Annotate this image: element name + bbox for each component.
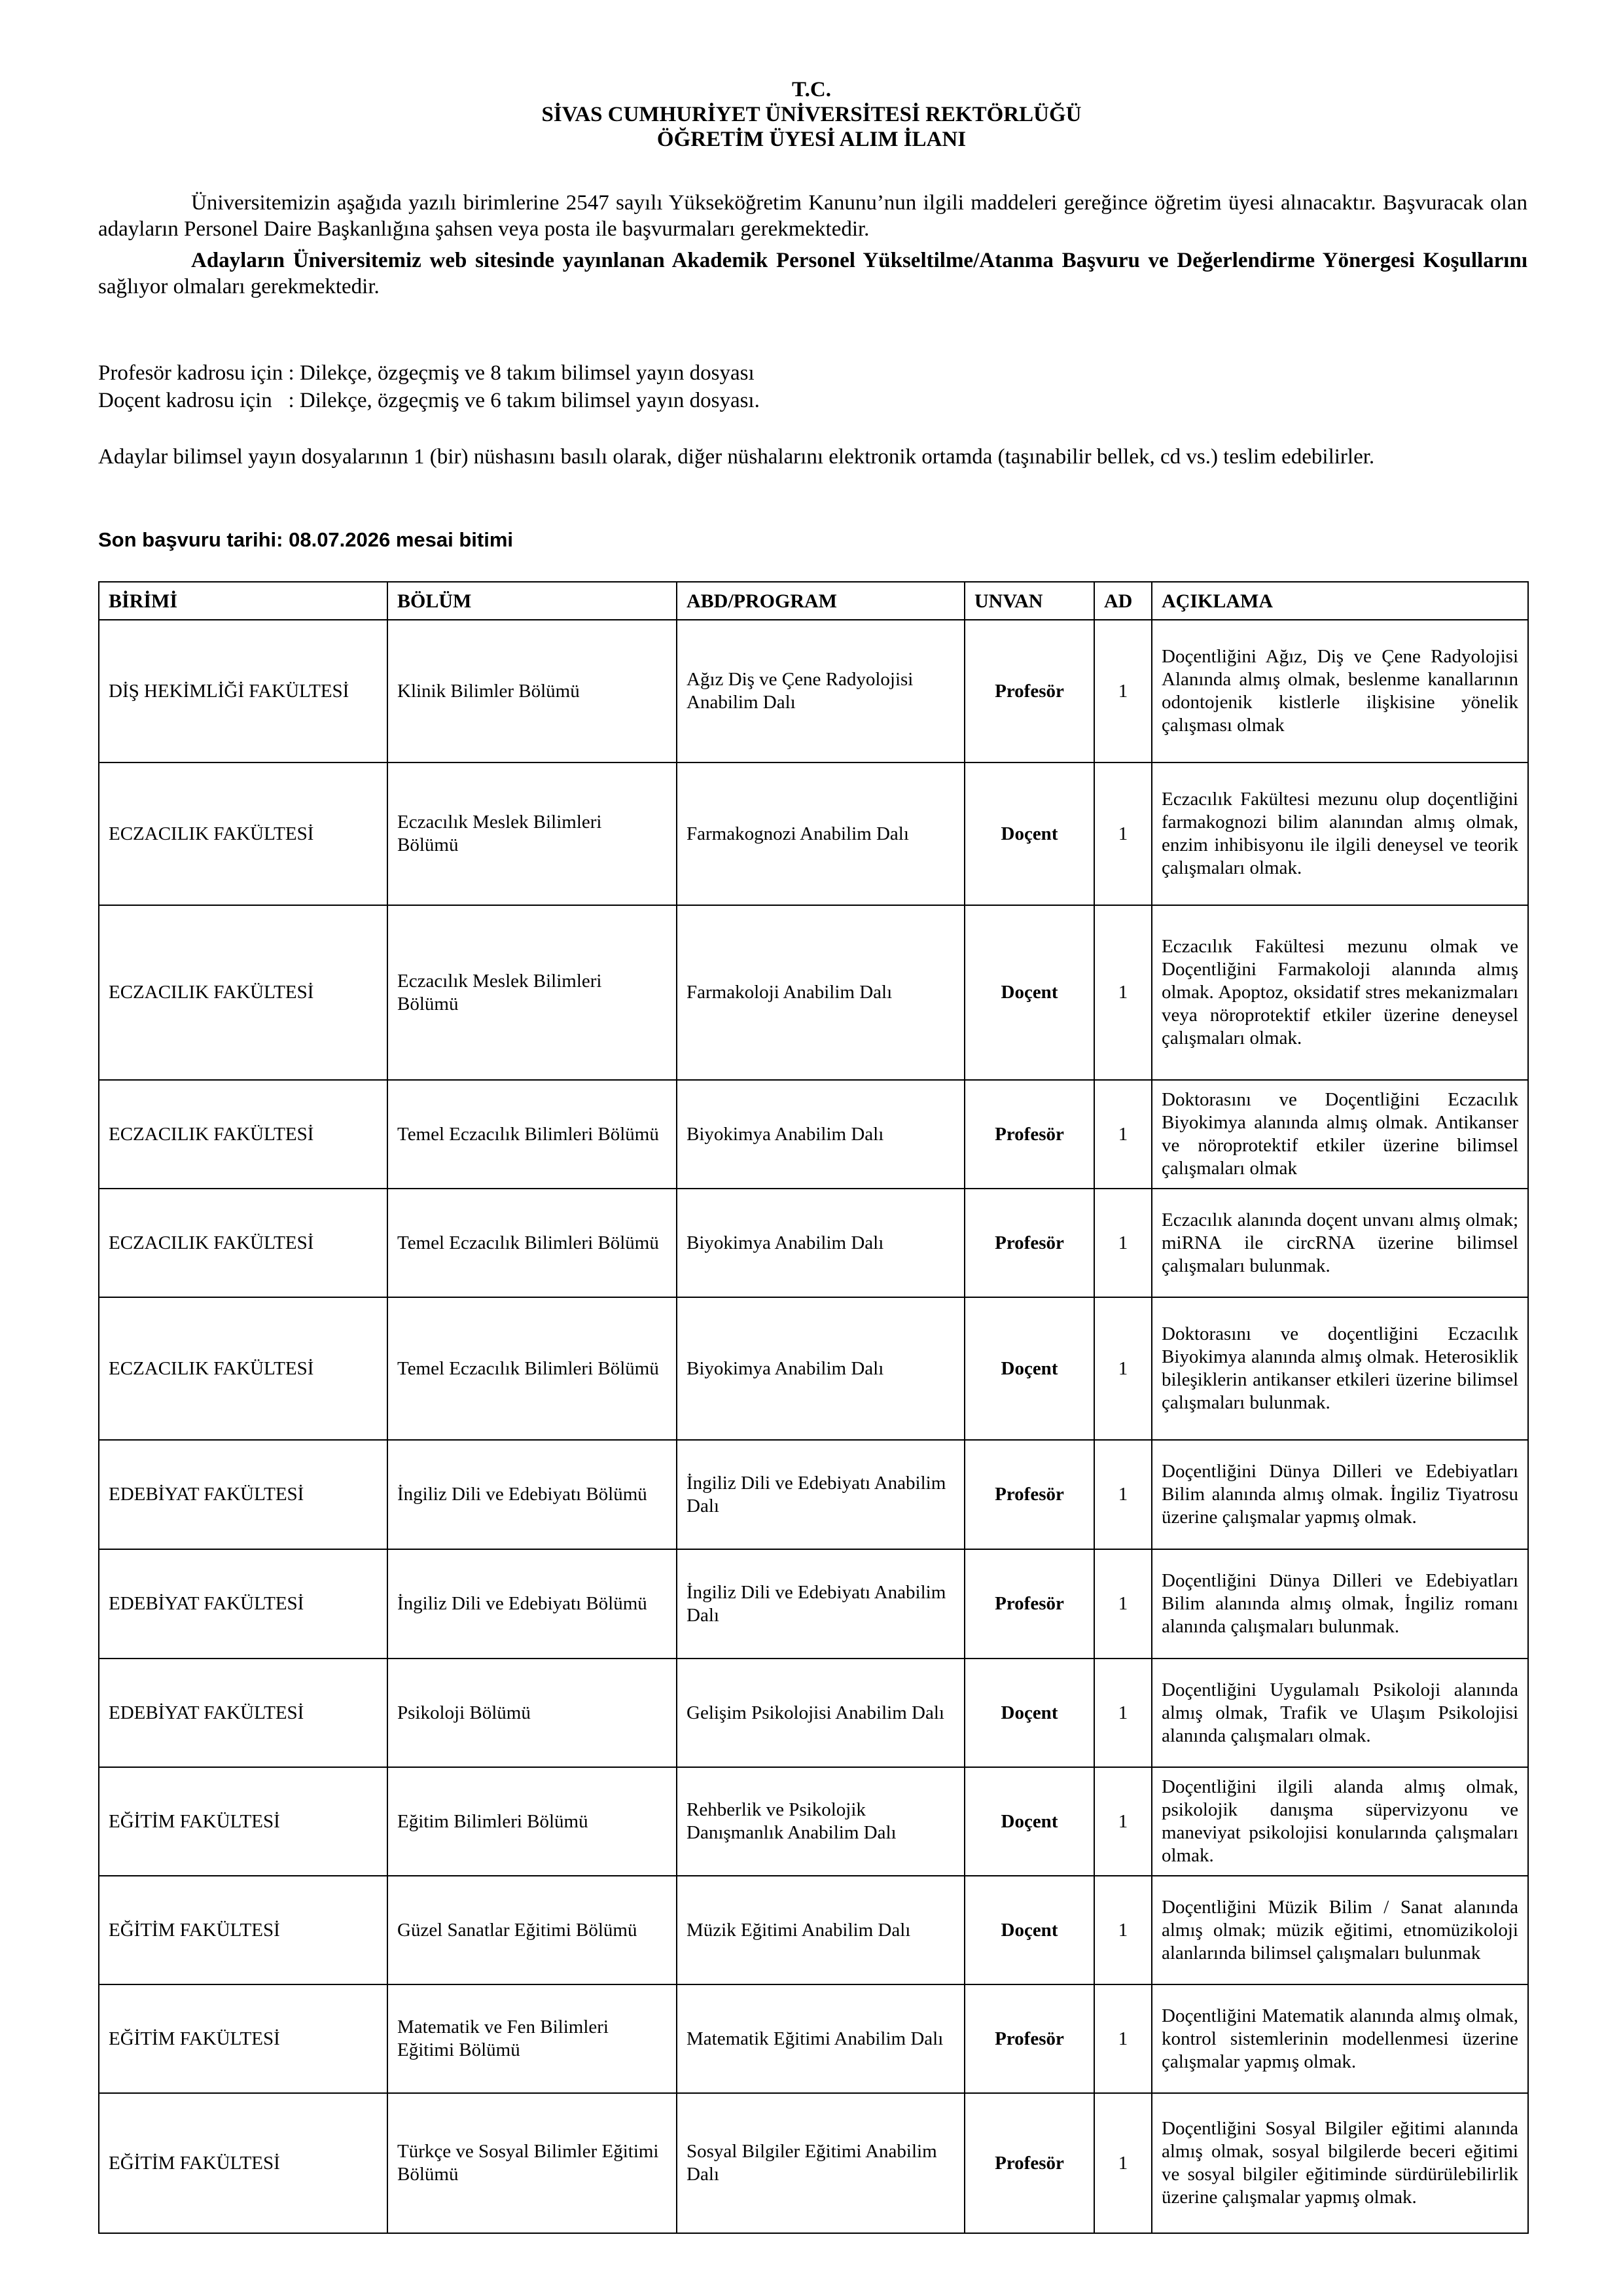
header-university: SİVAS CUMHURİYET ÜNİVERSİTESİ REKTÖRLÜĞÜ (541, 103, 1082, 126)
abd-cell: Gelişim Psikolojisi Anabilim Dalı (677, 1659, 965, 1767)
intro-paragraph-2 (98, 247, 1527, 300)
table-row (99, 1767, 1528, 1876)
unvan-cell: Profesör (965, 1440, 1094, 1549)
bolum-cell: Eczacılık Meslek Bilimleri Bölümü (387, 762, 677, 905)
document-header (0, 77, 1623, 152)
ad-cell: 1 (1094, 1659, 1152, 1767)
ad-cell: 1 (1094, 1984, 1152, 2093)
abd-cell: Müzik Eğitimi Anabilim Dalı (677, 1876, 965, 1984)
unvan-cell: Doçent (965, 905, 1094, 1080)
bolum-cell: Matematik ve Fen Bilimleri Eğitimi Bölümü (387, 1984, 677, 2093)
birim-cell: ECZACILIK FAKÜLTESİ (99, 1297, 387, 1440)
bolum-cell: İngiliz Dili ve Edebiyatı Bölümü (387, 1440, 677, 1549)
bolum-cell: Psikoloji Bölümü (387, 1659, 677, 1767)
birim-cell: EĞİTİM FAKÜLTESİ (99, 1767, 387, 1876)
abd-cell: İngiliz Dili ve Edebiyatı Anabilim Dalı (677, 1549, 965, 1659)
table-row (99, 620, 1528, 762)
ad-cell: 1 (1094, 905, 1152, 1080)
table-row (99, 1297, 1528, 1440)
table-row (99, 1876, 1528, 1984)
abd-cell: Farmakoloji Anabilim Dalı (677, 905, 965, 1080)
table-header-row (99, 582, 1528, 620)
birim-cell: EDEBİYAT FAKÜLTESİ (99, 1440, 387, 1549)
ad-cell: 1 (1094, 762, 1152, 905)
unvan-cell: Doçent (965, 1876, 1094, 1984)
ad-cell: 1 (1094, 1549, 1152, 1659)
birim-cell: ECZACILIK FAKÜLTESİ (99, 905, 387, 1080)
abd-cell: Ağız Diş ve Çene Radyolojisi Anabilim Dalı (677, 620, 965, 762)
bolum-cell: Temel Eczacılık Bilimleri Bölümü (387, 1080, 677, 1189)
ad-cell: 1 (1094, 2093, 1152, 2233)
bolum-cell: İngiliz Dili ve Edebiyatı Bölümü (387, 1549, 677, 1659)
abd-cell: Biyokimya Anabilim Dalı (677, 1080, 965, 1189)
header-announcement-title: ÖĞRETİM ÜYESİ ALIM İLANI (656, 128, 967, 151)
unvan-cell: Profesör (965, 1080, 1094, 1189)
birim-cell: DİŞ HEKİMLİĞİ FAKÜLTESİ (99, 620, 387, 762)
bolum-cell: Temel Eczacılık Bilimleri Bölümü (387, 1297, 677, 1440)
unvan-cell: Profesör (965, 2093, 1094, 2233)
deadline: Son başvuru tarihi: 08.07.2026 mesai bitimi (98, 528, 514, 551)
bolum-cell: Temel Eczacılık Bilimleri Bölümü (387, 1189, 677, 1297)
abd-cell: Sosyal Bilgiler Eğitimi Anabilim Dalı (677, 2093, 965, 2233)
unvan-cell: Doçent (965, 1297, 1094, 1440)
ad-cell: 1 (1094, 1876, 1152, 1984)
aciklama-cell: Doktorasını ve Doçentliğini Eczacılık Biyokimya alanında almış olmak. Antikanser ve nöroprotektif etkiler üzerine bilimsel çalışmaları olmak (1152, 1080, 1528, 1189)
bolum-cell: Türkçe ve Sosyal Bilimler Eğitimi Bölümü (387, 2093, 677, 2233)
table-row (99, 1659, 1528, 1767)
intro-paragraph-1: Üniversitemizin aşağıda yazılı birimlerine 2547 sayılı Yükseköğretim Kanunu’nun ilgili maddeleri gereğince öğretim üyesi alınacaktır. Başvuracak olan adayların Personel Daire Başkanlığına şahsen veya posta ile başvurmaları gerekmektedir. (98, 191, 1527, 241)
table-row (99, 762, 1528, 905)
ad-cell: 1 (1094, 1767, 1152, 1876)
birim-cell: EĞİTİM FAKÜLTESİ (99, 1984, 387, 2093)
intro-paragraph-2-rest: sağlıyor olmaları gerekmektedir. (98, 275, 380, 298)
birim-cell: ECZACILIK FAKÜLTESİ (99, 762, 387, 905)
header-birim: BİRİMİ (99, 582, 387, 620)
table-row (99, 1549, 1528, 1659)
aciklama-cell: Doçentliğini Dünya Dilleri ve Edebiyatları Bilim alanında almış olmak. İngiliz Tiyatrosu üzerine çalışmalar yapmış olmak. (1152, 1440, 1528, 1549)
birim-cell: ECZACILIK FAKÜLTESİ (99, 1189, 387, 1297)
birim-cell: EĞİTİM FAKÜLTESİ (99, 1876, 387, 1984)
aciklama-cell: Doçentliğini Matematik alanında almış olmak, kontrol sistemlerinin modellenmesi üzerine çalışmalar yapmış olmak. (1152, 1984, 1528, 2093)
aciklama-cell: Doçentliğini Uygulamalı Psikoloji alanında almış olmak, Trafik ve Ulaşım Psikolojisi alanında çalışmaları olmak. (1152, 1659, 1528, 1767)
aciklama-cell: Doçentliğini Dünya Dilleri ve Edebiyatları Bilim alanında almış olmak, İngiliz romanı alanında çalışmaları bulunmak. (1152, 1549, 1528, 1659)
header-tc: T.C. (792, 78, 831, 101)
table-body (99, 620, 1528, 2233)
abd-cell: Farmakognozi Anabilim Dalı (677, 762, 965, 905)
table-row (99, 1080, 1528, 1189)
table-row (99, 1189, 1528, 1297)
aciklama-cell: Doçentliğini Ağız, Diş ve Çene Radyolojisi Alanında almış olmak, beslenme kanallarının odontojenik kistlerle ilişkisine yönelik çalışması olmak (1152, 620, 1528, 762)
unvan-cell: Profesör (965, 1549, 1094, 1659)
aciklama-cell: Eczacılık Fakültesi mezunu olmak ve Doçentliğini Farmakoloji alanında almış olmak. Apoptoz, oksidatif stres mekanizmaları veya nöroprotektif etkiler üzerine deneysel çalışmaları olmak. (1152, 905, 1528, 1080)
header-abd: ABD/PROGRAM (677, 582, 965, 620)
ad-cell: 1 (1094, 1440, 1152, 1549)
unvan-cell: Profesör (965, 620, 1094, 762)
table-row (99, 1440, 1528, 1549)
header-aciklama: AÇIKLAMA (1152, 582, 1528, 620)
bolum-cell: Güzel Sanatlar Eğitimi Bölümü (387, 1876, 677, 1984)
header-bolum: BÖLÜM (387, 582, 677, 620)
kadro-docent: Doçent kadrosu için : Dilekçe, özgeçmiş ve 6 takım bilimsel yayın dosyası. (98, 389, 760, 412)
unvan-cell: Doçent (965, 762, 1094, 905)
birim-cell: ECZACILIK FAKÜLTESİ (99, 1080, 387, 1189)
unvan-cell: Profesör (965, 1984, 1094, 2093)
bolum-cell: Klinik Bilimler Bölümü (387, 620, 677, 762)
table-row (99, 1984, 1528, 2093)
ad-cell: 1 (1094, 1297, 1152, 1440)
birim-cell: EĞİTİM FAKÜLTESİ (99, 2093, 387, 2233)
abd-cell: Biyokimya Anabilim Dalı (677, 1189, 965, 1297)
bolum-cell: Eczacılık Meslek Bilimleri Bölümü (387, 905, 677, 1080)
ad-cell: 1 (1094, 1189, 1152, 1297)
abd-cell: Rehberlik ve Psikolojik Danışmanlık Anabilim Dalı (677, 1767, 965, 1876)
header-unvan: UNVAN (965, 582, 1094, 620)
positions-table (98, 581, 1529, 2234)
unvan-cell: Doçent (965, 1659, 1094, 1767)
table-row (99, 2093, 1528, 2233)
bolum-cell: Eğitim Bilimleri Bölümü (387, 1767, 677, 1876)
ad-cell: 1 (1094, 1080, 1152, 1189)
birim-cell: EDEBİYAT FAKÜLTESİ (99, 1659, 387, 1767)
header-ad: AD (1094, 582, 1152, 620)
intro-paragraph-2-bold: Adayların Üniversitemiz web sitesinde yayınlanan Akademik Personel Yükseltilme/Atanma Başvuru ve Değerlendirme Yönergesi Koşullarını (191, 249, 1527, 272)
abd-cell: Biyokimya Anabilim Dalı (677, 1297, 965, 1440)
aciklama-cell: Doçentliğini Sosyal Bilgiler eğitimi alanında almış olmak, sosyal bilgilerde beceri eğitimi ve sosyal bilgiler eğitiminde sürdürülebilirlik üzerine çalışmalar yapmış olmak. (1152, 2093, 1528, 2233)
aciklama-cell: Doktorasını ve doçentliğini Eczacılık Biyokimya alanında almış olmak. Heterosiklik bileşiklerin antikanser etkileri üzerine bilimsel çalışmaları bulunmak. (1152, 1297, 1528, 1440)
aciklama-cell: Doçentliğini ilgili alanda almış olmak, psikolojik danışma süpervizyonu ve maneviyat psikolojisi konularında çalışmaları olmak. (1152, 1767, 1528, 1876)
abd-cell: İngiliz Dili ve Edebiyatı Anabilim Dalı (677, 1440, 965, 1549)
unvan-cell: Doçent (965, 1767, 1094, 1876)
table-row (99, 905, 1528, 1080)
unvan-cell: Profesör (965, 1189, 1094, 1297)
aciklama-cell: Eczacılık alanında doçent unvanı almış olmak; miRNA ile circRNA üzerine bilimsel çalışmaları bulunmak. (1152, 1189, 1528, 1297)
birim-cell: EDEBİYAT FAKÜLTESİ (99, 1549, 387, 1659)
kadro-profesor: Profesör kadrosu için : Dilekçe, özgeçmiş ve 8 takım bilimsel yayın dosyası (98, 361, 755, 385)
ad-cell: 1 (1094, 620, 1152, 762)
abd-cell: Matematik Eğitimi Anabilim Dalı (677, 1984, 965, 2093)
submission-note: Adaylar bilimsel yayın dosyalarının 1 (bir) nüshasını basılı olarak, diğer nüshalarını elektronik ortamda (taşınabilir bellek, cd vs.) teslim edebilirler. (98, 445, 1375, 469)
aciklama-cell: Doçentliğini Müzik Bilim / Sanat alanında almış olmak; müzik eğitimi, etnomüzikoloji alanlarında bilimsel çalışmaları bulunmak (1152, 1876, 1528, 1984)
aciklama-cell: Eczacılık Fakültesi mezunu olup doçentliğini farmakognozi bilim alanından almış olmak, enzim inhibisyonu ile ilgili deneysel ve teorik çalışmaları olmak. (1152, 762, 1528, 905)
